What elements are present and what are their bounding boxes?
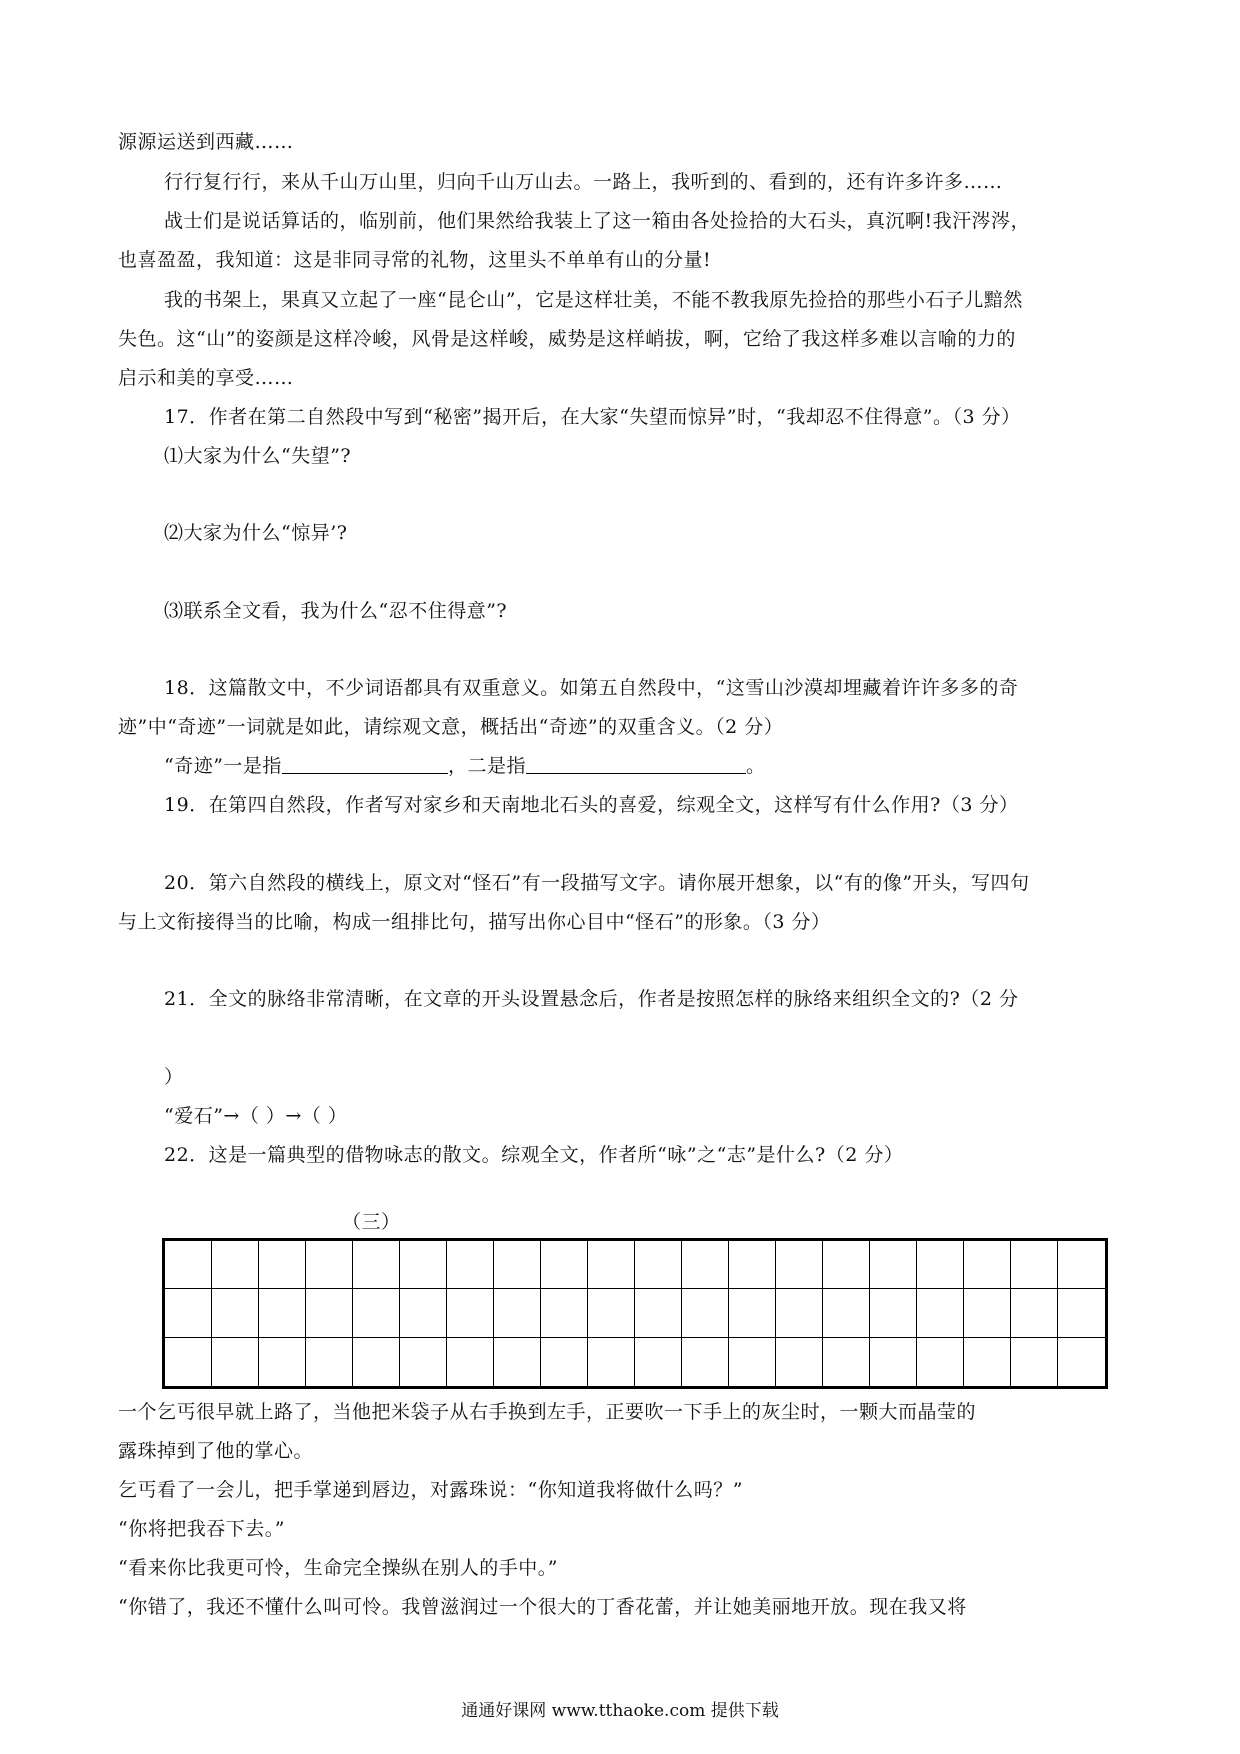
grid-cell[interactable]	[1058, 1289, 1105, 1337]
question-17-part-2: ⑵大家为什么“惊异’?	[164, 522, 348, 544]
passage-line: 启示和美的享受……	[118, 367, 294, 389]
footer-credit: 通通好课网 www.tthaoke.com 提供下载	[461, 1701, 779, 1721]
question-18: 18．这篇散文中，不少词语都具有双重意义。如第五自然段中，“这雪山沙漠却埋藏着许许多多的奇	[164, 677, 1019, 699]
grid-cell[interactable]	[447, 1241, 494, 1289]
grid-cell[interactable]	[729, 1338, 776, 1386]
grid-cell[interactable]	[494, 1338, 541, 1386]
question-21-flow: “爱石”→（ ）→（ ）	[164, 1105, 348, 1127]
story-line: “你将把我吞下去。”	[118, 1518, 285, 1540]
grid-cell[interactable]	[165, 1338, 212, 1386]
grid-cell[interactable]	[1058, 1241, 1105, 1289]
question-21-cont: ）	[164, 1066, 184, 1088]
grid-cell[interactable]	[870, 1241, 917, 1289]
grid-cell[interactable]	[494, 1289, 541, 1337]
grid-cell[interactable]	[400, 1289, 447, 1337]
story-line: 乞丐看了一会儿，把手掌递到唇边，对露珠说：“你知道我将做什么吗？”	[118, 1479, 743, 1501]
passage-line: 行行复行行，来从千山万山里，归向千山万山去。一路上，我听到的、看到的，还有许多许多……	[164, 171, 1003, 193]
question-20-cont: 与上文衔接得当的比喻，构成一组排比句，描写出你心目中“怪石”的形象。（3 分）	[118, 911, 831, 933]
answer-blank[interactable]	[526, 753, 746, 774]
grid-cell[interactable]	[541, 1338, 588, 1386]
grid-cell[interactable]	[541, 1241, 588, 1289]
grid-cell[interactable]	[964, 1241, 1011, 1289]
grid-cell[interactable]	[259, 1338, 306, 1386]
grid-cell[interactable]	[400, 1338, 447, 1386]
question-22: 22．这是一篇典型的借物咏志的散文。综观全文，作者所“咏”之“志”是什么?（2 分）	[164, 1144, 904, 1166]
grid-cell[interactable]	[306, 1338, 353, 1386]
grid-cell[interactable]	[964, 1289, 1011, 1337]
answer-grid[interactable]	[162, 1238, 1108, 1389]
grid-cell[interactable]	[1011, 1241, 1058, 1289]
grid-cell[interactable]	[823, 1289, 870, 1337]
passage-line: 战士们是说话算话的，临别前，他们果然给我装上了这一箱由各处捡拾的大石头，真沉啊!我汗涔涔，	[164, 210, 1031, 232]
grid-cell[interactable]	[776, 1289, 823, 1337]
grid-cell[interactable]	[917, 1241, 964, 1289]
grid-cell[interactable]	[494, 1241, 541, 1289]
passage-line: 源源运送到西藏……	[118, 131, 294, 153]
story-line: 露珠掉到了他的掌心。	[118, 1440, 314, 1462]
grid-cell[interactable]	[212, 1289, 259, 1337]
passage-line: 也喜盈盈，我知道：这是非同寻常的礼物，这里头不单单有山的分量!	[118, 249, 712, 271]
grid-cell[interactable]	[635, 1338, 682, 1386]
story-line: “你错了，我还不懂什么叫可怜。我曾滋润过一个很大的丁香花蕾，并让她美丽地开放。现在我又将	[118, 1596, 967, 1618]
question-18-cont: 迹”中“奇迹”一词就是如此，请综观文意，概括出“奇迹”的双重含义。（2 分）	[118, 716, 784, 738]
grid-cell[interactable]	[259, 1289, 306, 1337]
grid-cell[interactable]	[212, 1338, 259, 1386]
grid-cell[interactable]	[400, 1241, 447, 1289]
grid-cell[interactable]	[635, 1289, 682, 1337]
grid-cell[interactable]	[1011, 1289, 1058, 1337]
passage-line: 失色。这“山”的姿颜是这样冷峻，风骨是这样峻，威势是这样峭拔，啊，它给了我这样多难以言喻的力的	[118, 328, 1016, 350]
question-17: 17．作者在第二自然段中写到“秘密”揭开后，在大家“失望而惊异”时，“我却忍不住得意”。（3 分）	[164, 406, 1021, 428]
grid-cell[interactable]	[729, 1289, 776, 1337]
grid-cell[interactable]	[353, 1338, 400, 1386]
grid-cell[interactable]	[1058, 1338, 1105, 1386]
grid-cell[interactable]	[212, 1241, 259, 1289]
grid-cell[interactable]	[165, 1241, 212, 1289]
story-line: “看来你比我更可怜，生命完全操纵在别人的手中。”	[118, 1557, 558, 1579]
question-17-part-3: ⑶联系全文看，我为什么“忍不住得意”?	[164, 600, 508, 622]
grid-cell[interactable]	[964, 1338, 1011, 1386]
grid-cell[interactable]	[306, 1241, 353, 1289]
grid-cell[interactable]	[682, 1241, 729, 1289]
passage-line: 我的书架上，果真又立起了一座“昆仑山”，它是这样壮美，不能不教我原先捡拾的那些小石子儿黯然	[164, 289, 1023, 311]
grid-cell[interactable]	[447, 1289, 494, 1337]
grid-cell[interactable]	[776, 1241, 823, 1289]
grid-cell[interactable]	[823, 1338, 870, 1386]
grid-cell[interactable]	[353, 1289, 400, 1337]
grid-cell[interactable]	[541, 1289, 588, 1337]
grid-cell[interactable]	[870, 1338, 917, 1386]
question-18-answer-line: “奇迹”一是指 ，二是指 。	[164, 755, 766, 777]
question-17-part-1: ⑴大家为什么“失望”?	[164, 445, 352, 467]
question-19: 19．在第四自然段，作者写对家乡和天南地北石头的喜爱，综观全文，这样写有什么作用?（3 分）	[164, 794, 1019, 816]
answer-blank[interactable]	[282, 753, 448, 774]
grid-cell[interactable]	[588, 1241, 635, 1289]
grid-cell[interactable]	[1011, 1338, 1058, 1386]
grid-cell[interactable]	[588, 1338, 635, 1386]
grid-cell[interactable]	[917, 1289, 964, 1337]
grid-cell[interactable]	[870, 1289, 917, 1337]
grid-cell[interactable]	[165, 1289, 212, 1337]
grid-cell[interactable]	[682, 1338, 729, 1386]
grid-cell[interactable]	[682, 1289, 729, 1337]
grid-cell[interactable]	[729, 1241, 776, 1289]
grid-cell[interactable]	[917, 1338, 964, 1386]
section-heading: （三）	[342, 1211, 401, 1233]
story-line: 一个乞丐很早就上路了，当他把米袋子从右手换到左手，正要吹一下手上的灰尘时，一颗大而晶莹的	[118, 1401, 977, 1423]
question-21: 21．全文的脉络非常清晰，在文章的开头设置悬念后，作者是按照怎样的脉络来组织全文的?（2 分	[164, 988, 1019, 1010]
grid-cell[interactable]	[776, 1338, 823, 1386]
grid-cell[interactable]	[306, 1289, 353, 1337]
question-20: 20．第六自然段的横线上，原文对“怪石”有一段描写文字。请你展开想象，以“有的像”开头，写四句	[164, 872, 1030, 894]
grid-cell[interactable]	[353, 1241, 400, 1289]
grid-cell[interactable]	[588, 1289, 635, 1337]
grid-cell[interactable]	[447, 1338, 494, 1386]
grid-cell[interactable]	[635, 1241, 682, 1289]
grid-cell[interactable]	[259, 1241, 306, 1289]
grid-cell[interactable]	[823, 1241, 870, 1289]
